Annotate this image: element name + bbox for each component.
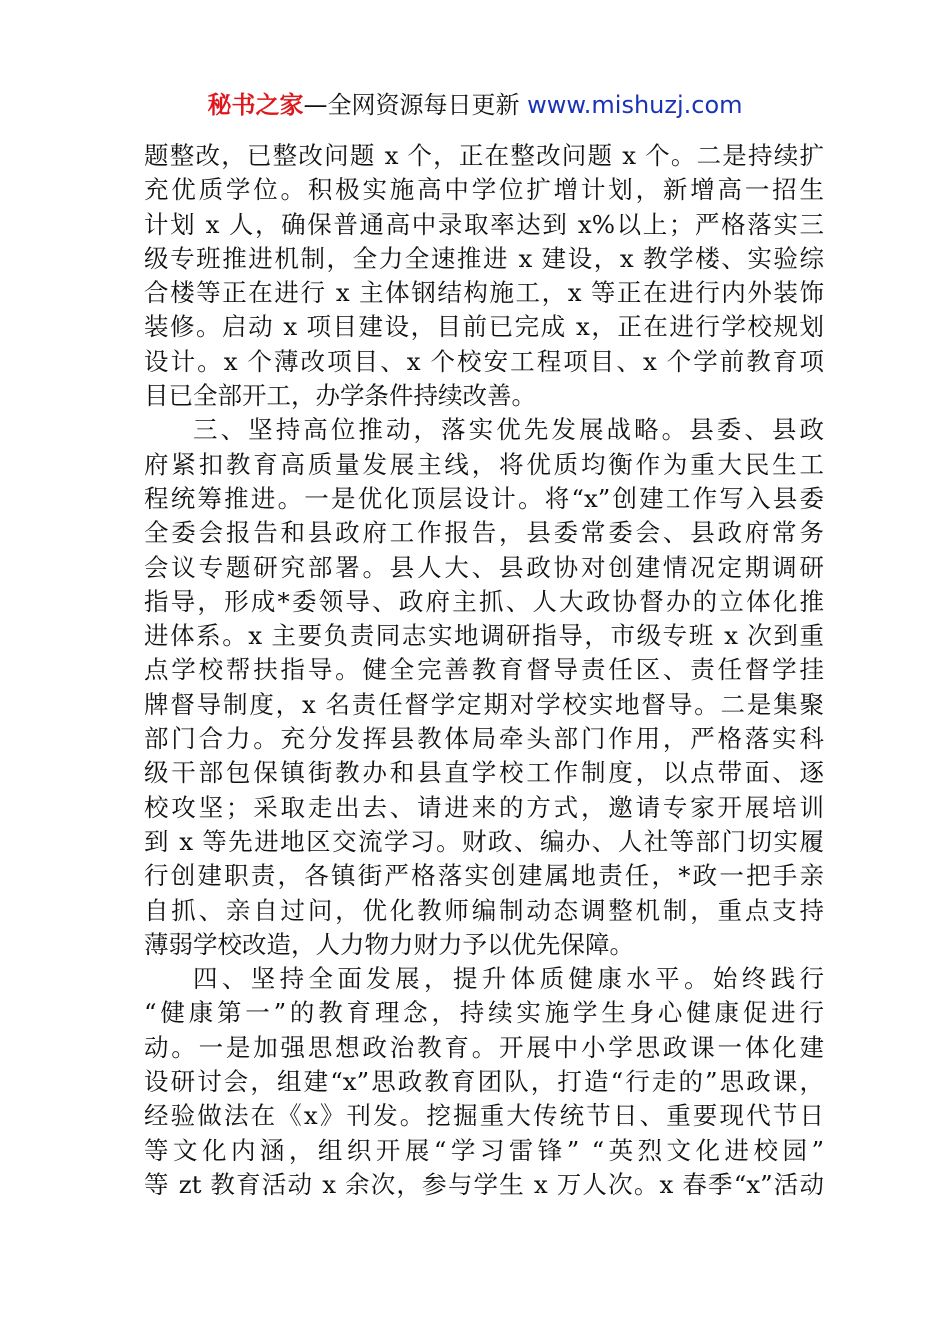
text-line: 经验做法在《x》刊发。挖掘重大传统节日、重要现代节日 bbox=[144, 1101, 824, 1131]
text-line: 全委会报告和县政府工作报告，县委常委会、县政府常务 bbox=[144, 518, 824, 548]
text-line: 程统筹推进。一是优化顶层设计。将“x”创建工作写入县委 bbox=[144, 483, 824, 513]
text-line: 设计。x 个薄改项目、x 个校安工程项目、x 个学前教育项 bbox=[144, 346, 824, 376]
text-line: 级专班推进机制，全力全速推进 x 建设，x 教学楼、实验综 bbox=[144, 243, 824, 273]
text-line: 到 x 等先进地区交流学习。财政、编办、人社等部门切实履 bbox=[144, 826, 824, 856]
text-line: 行创建职责，各镇街严格落实创建属地责任，*政一把手亲 bbox=[144, 861, 824, 891]
text-line: 题整改，已整改问题 x 个，正在整改问题 x 个。二是持续扩 bbox=[144, 141, 824, 170]
section-heading-line: 三、坚持高位推动，落实优先发展战略。县委、县政 bbox=[193, 415, 824, 445]
header-tagline: —全网资源每日更新 bbox=[303, 91, 528, 119]
header-url-link[interactable]: www.mishuzj.com bbox=[527, 91, 743, 119]
header-brand: 秘书之家 bbox=[207, 91, 304, 119]
text-line: 部门合力。充分发挥县教体局牵头部门作用，严格落实科 bbox=[144, 724, 824, 754]
text-line: 计划 x 人，确保普通高中录取率达到 x%以上；严格落实三 bbox=[144, 209, 824, 239]
text-line: 自抓、亲自过问，优化教师编制动态调整机制，重点支持 bbox=[144, 895, 824, 925]
text-line: 目已全部开工，办学条件持续改善。 bbox=[144, 381, 536, 411]
section-heading-line: 四、坚持全面发展，提升体质健康水平。始终践行 bbox=[193, 964, 824, 994]
text-line: 点学校帮扶指导。健全完善教育督导责任区、责任督学挂 bbox=[144, 655, 824, 685]
text-line: 合楼等正在进行 x 主体钢结构施工，x 等正在进行内外装饰 bbox=[144, 278, 824, 308]
text-line: 设研讨会，组建“x”思政教育团队，打造“行走的”思政课， bbox=[144, 1067, 824, 1097]
text-line: 等 zt 教育活动 x 余次，参与学生 x 万人次。x 春季“x”活动 bbox=[144, 1169, 824, 1199]
text-line: 级干部包保镇街教办和县直学校工作制度，以点带面、逐 bbox=[144, 758, 824, 788]
text-line: 充优质学位。积极实施高中学位扩增计划，新增高一招生 bbox=[144, 175, 824, 205]
document-body bbox=[144, 139, 824, 1202]
text-line: 会议专题研究部署。县人大、县政协对创建情况定期调研 bbox=[144, 552, 824, 582]
text-line: 等文化内涵，组织开展“学习雷锋” “英烈文化进校园” bbox=[144, 1135, 824, 1165]
text-line: 进体系。x 主要负责同志实地调研指导，市级专班 x 次到重 bbox=[144, 621, 824, 651]
text-line: 薄弱学校改造，人力物力财力予以优先保障。 bbox=[144, 929, 634, 959]
text-line: “健康第一”的教育理念，持续实施学生身心健康促进行 bbox=[144, 998, 824, 1028]
text-line: 装修。启动 x 项目建设，目前已完成 x，正在进行学校规划 bbox=[144, 312, 824, 342]
text-line: 牌督导制度，x 名责任督学定期对学校实地督导。二是集聚 bbox=[144, 689, 824, 719]
page-header bbox=[0, 88, 950, 122]
text-line: 指导，形成*委领导、政府主抓、人大政协督办的立体化推 bbox=[144, 586, 824, 616]
text-line: 动。一是加强思想政治教育。开展中小学思政课一体化建 bbox=[144, 1032, 824, 1062]
text-line: 府紧扣教育高质量发展主线，将优质均衡作为重大民生工 bbox=[144, 449, 824, 479]
text-line: 校攻坚；采取走出去、请进来的方式，邀请专家开展培训 bbox=[144, 792, 824, 822]
